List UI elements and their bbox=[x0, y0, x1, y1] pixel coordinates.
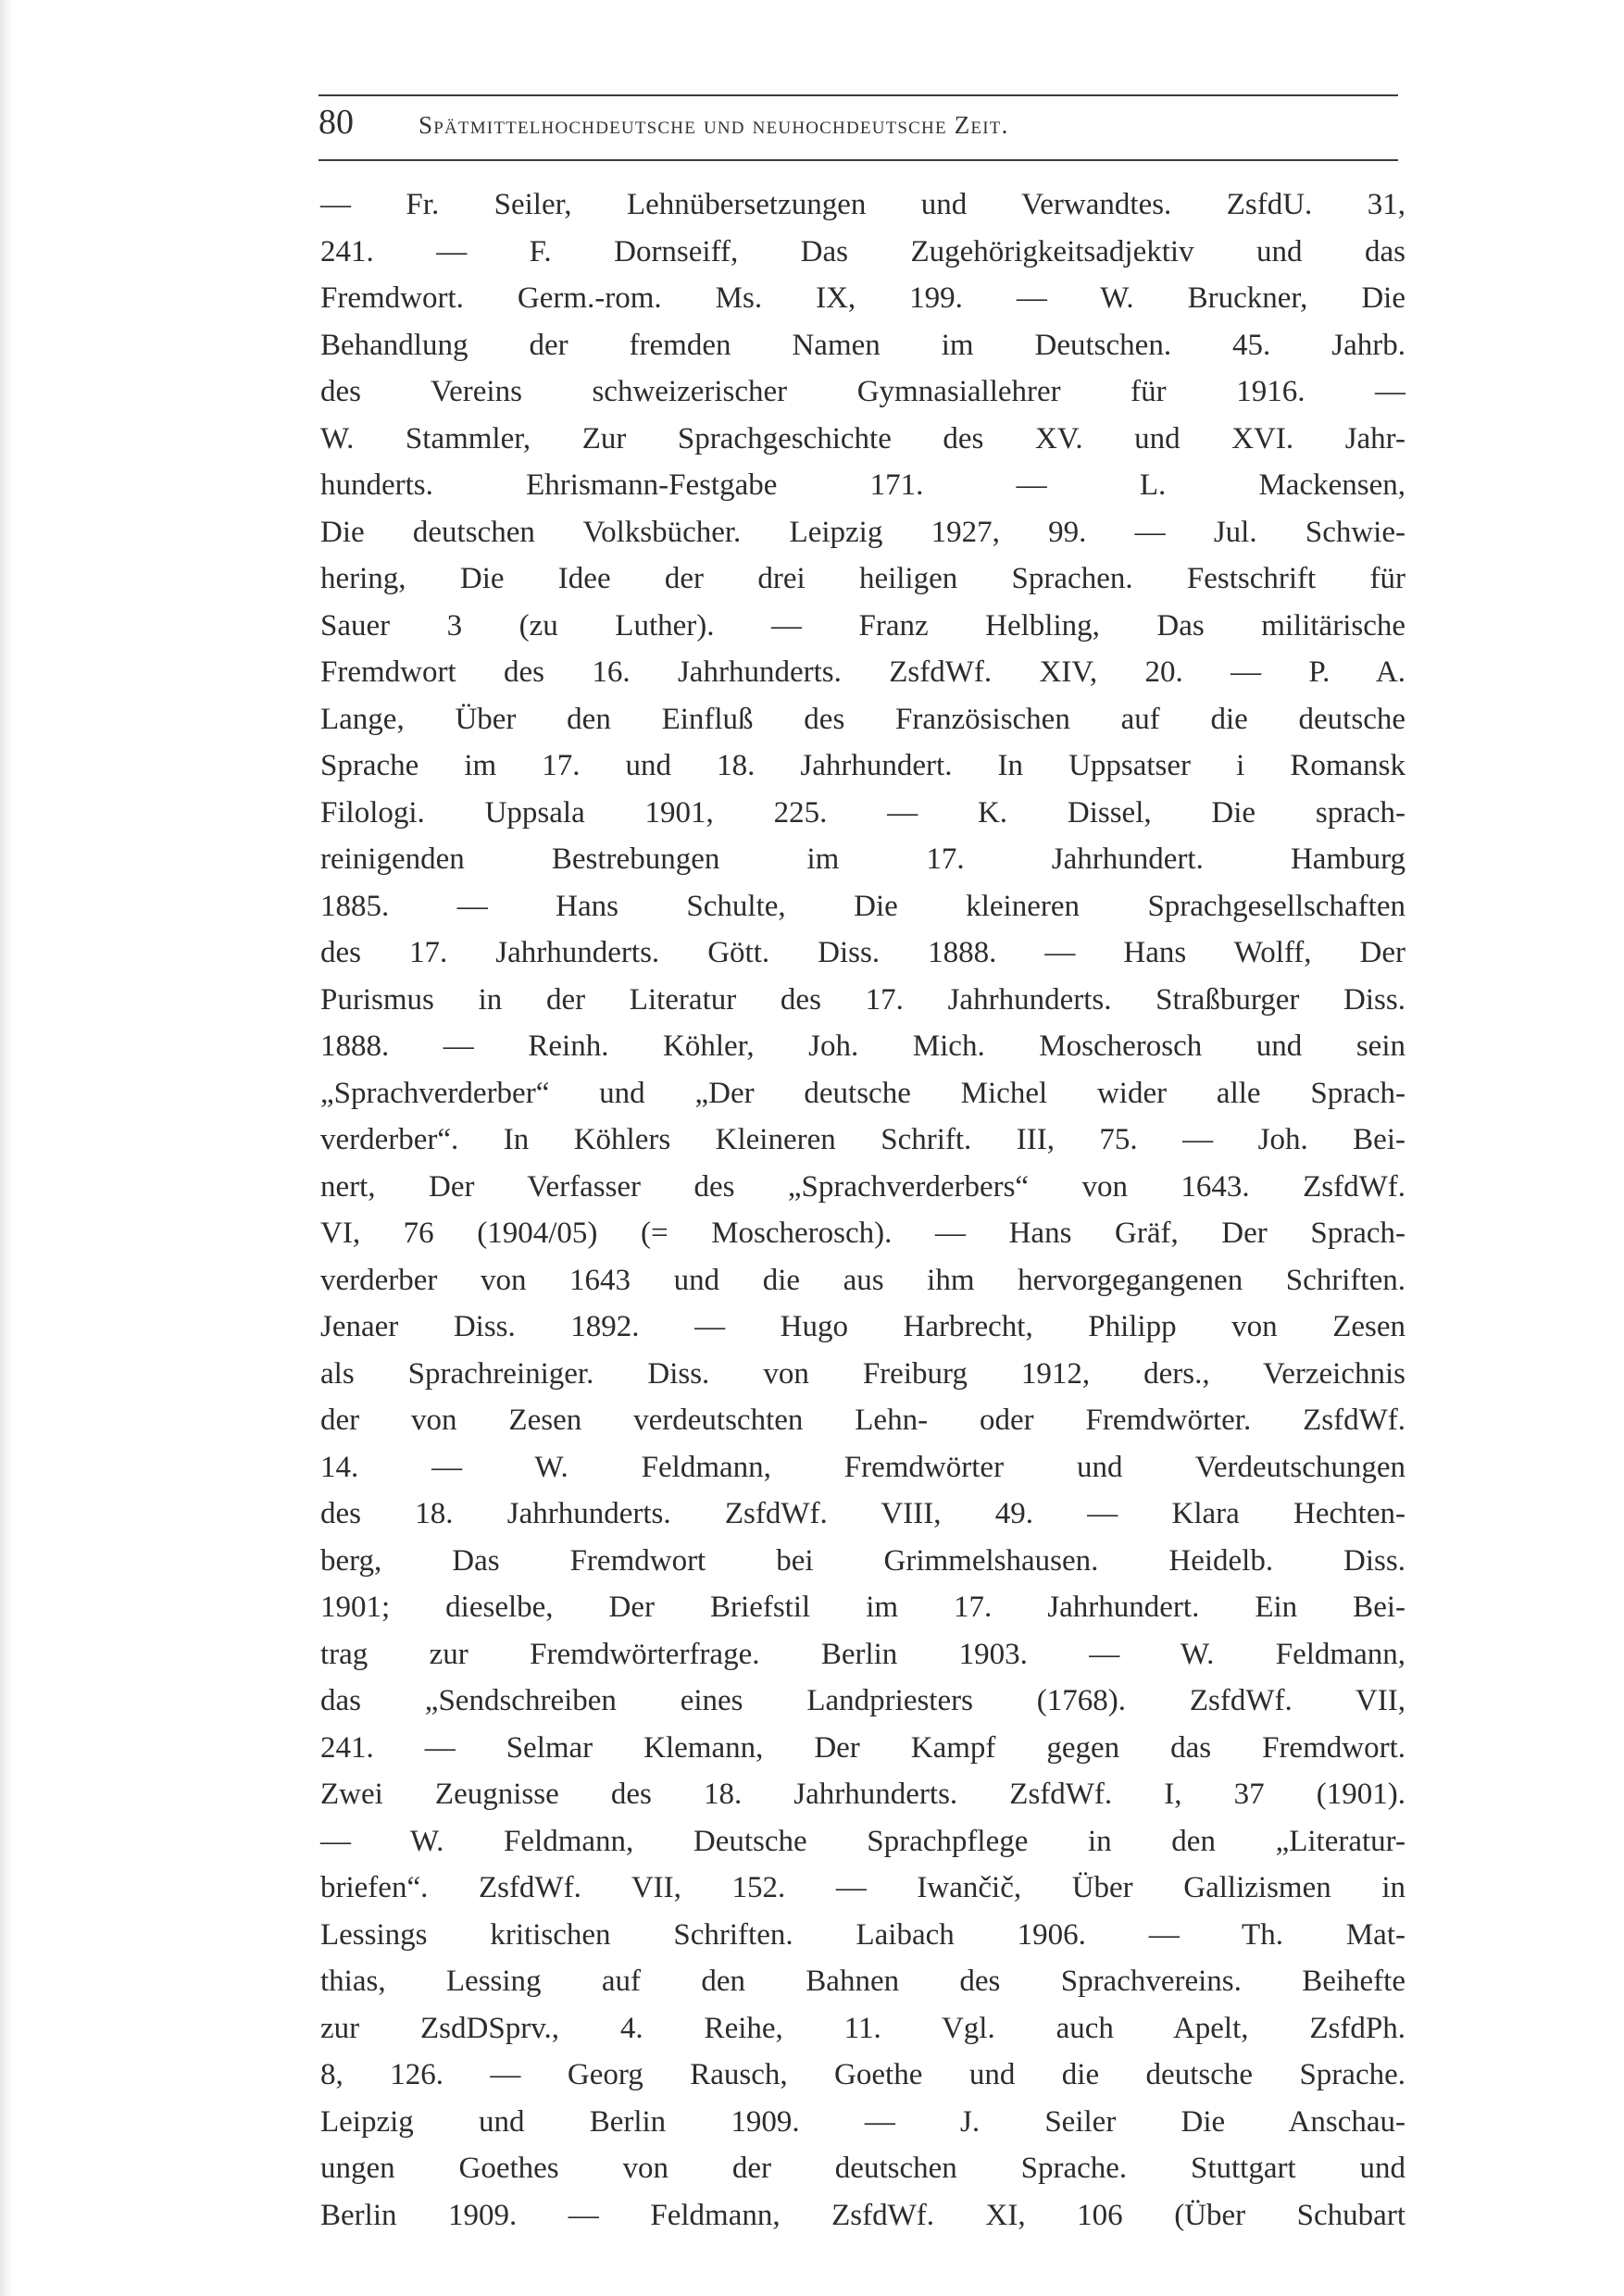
text-line: verderber von 1643 und die aus ihm hervorgegangenen Schriften. bbox=[320, 1263, 1405, 1297]
text-line: Fremdwort. Germ.-rom. Ms. IX, 199. — W. Bruckner, Die bbox=[320, 281, 1405, 315]
text-line: hunderts. Ehrismann-Festgabe 171. — L. Mackensen, bbox=[320, 468, 1405, 502]
text-line: briefen“. ZsfdWf. VII, 152. — Iwančič, Über Gallizismen in bbox=[320, 1871, 1405, 1904]
text-line: nert, Der Verfasser des „Sprachverderbers“ von 1643. ZsfdWf. bbox=[320, 1169, 1405, 1204]
text-line: Sauer 3 (zu Luther). — Franz Helbling, Das militärische bbox=[320, 608, 1405, 643]
text-line: VI, 76 (1904/05) (= Moscherosch). — Hans Gräf, Der Sprach- bbox=[320, 1217, 1405, 1250]
text-line: Filologi. Uppsala 1901, 225. — K. Dissel, Die sprach- bbox=[320, 795, 1405, 830]
text-line: 1885. — Hans Schulte, Die kleineren Sprachgesellschaften bbox=[320, 889, 1405, 923]
text-line: des 17. Jahrhunderts. Gött. Diss. 1888. — Hans Wolff, Der bbox=[320, 936, 1405, 969]
text-line: der von Zesen verdeutschten Lehn- oder Fremdwörter. ZsfdWf. bbox=[320, 1404, 1405, 1437]
header-rule-top bbox=[319, 94, 1398, 96]
header-rule-bottom bbox=[319, 159, 1398, 161]
text-line: Lessings kritischen Schriften. Laibach 1906. — Th. Mat- bbox=[320, 1917, 1405, 1952]
text-line: 241. — Selmar Klemann, Der Kampf gegen das Fremdwort. bbox=[320, 1730, 1405, 1765]
text-line: Jenaer Diss. 1892. — Hugo Harbrecht, Philipp von Zesen bbox=[320, 1310, 1405, 1343]
running-header bbox=[319, 100, 1398, 156]
text-line: zur ZsdDSprv., 4. Reihe, 11. Vgl. auch Apelt, ZsfdPh. bbox=[320, 2011, 1405, 2045]
text-line: hering, Die Idee der drei heiligen Sprachen. Festschrift für bbox=[320, 562, 1405, 595]
text-line: — W. Feldmann, Deutsche Sprachpflege in den „Literatur- bbox=[320, 1824, 1405, 1858]
text-line: thias, Lessing auf den Bahnen des Sprachvereins. Beihefte bbox=[320, 1965, 1405, 1998]
page-edge-shadow bbox=[0, 0, 13, 2296]
text-line: des 18. Jahrhunderts. ZsfdWf. VIII, 49. — Klara Hechten- bbox=[320, 1497, 1405, 1530]
text-line: das „Sendschreiben eines Landpriesters (1768). ZsfdWf. VII, bbox=[320, 1684, 1405, 1717]
text-line: trag zur Fremdwörterfrage. Berlin 1903. — W. Feldmann, bbox=[320, 1637, 1405, 1671]
text-line: 1888. — Reinh. Köhler, Joh. Mich. Moscherosch und sein bbox=[320, 1029, 1405, 1063]
text-line: ungen Goethes von der deutschen Sprache. Stuttgart und bbox=[320, 2152, 1405, 2185]
text-line: reinigenden Bestrebungen im 17. Jahrhundert. Hamburg bbox=[320, 842, 1405, 876]
text-line: des Vereins schweizerischer Gymnasiallehrer für 1916. — bbox=[320, 375, 1405, 408]
text-line: als Sprachreiniger. Diss. von Freiburg 1912, ders., Verzeichnis bbox=[320, 1356, 1405, 1391]
text-line: W. Stammler, Zur Sprachgeschichte des XV. und XVI. Jahr- bbox=[320, 421, 1405, 455]
text-line: Sprache im 17. und 18. Jahrhundert. In Uppsatser i Romansk bbox=[320, 749, 1405, 782]
text-line: Die deutschen Volksbücher. Leipzig 1927, 99. — Jul. Schwie- bbox=[320, 515, 1405, 549]
text-line: 8, 126. — Georg Rausch, Goethe und die deutsche Sprache. bbox=[320, 2058, 1405, 2091]
running-title: Spätmittelhochdeutsche und neuhochdeutsche Zeit. bbox=[418, 111, 1009, 139]
text-line: verderber“. In Köhlers Kleineren Schrift. III, 75. — Joh. Bei- bbox=[320, 1123, 1405, 1156]
page-number: 80 bbox=[319, 103, 354, 142]
text-line: Behandlung der fremden Namen im Deutschen. 45. Jahrb. bbox=[320, 328, 1405, 362]
text-line: 241. — F. Dornseiff, Das Zugehörigkeitsadjektiv und das bbox=[320, 234, 1405, 268]
text-line: 14. — W. Feldmann, Fremdwörter und Verdeutschungen bbox=[320, 1450, 1405, 1484]
text-line: berg, Das Fremdwort bei Grimmelshausen. Heidelb. Diss. bbox=[320, 1543, 1405, 1578]
text-line: Lange, Über den Einfluß des Französischen auf die deutsche bbox=[320, 702, 1405, 736]
text-line: Zwei Zeugnisse des 18. Jahrhunderts. ZsfdWf. I, 37 (1901). bbox=[320, 1778, 1405, 1811]
text-line: Purismus in der Literatur des 17. Jahrhunderts. Straßburger Diss. bbox=[320, 982, 1405, 1017]
text-line: — Fr. Seiler, Lehnübersetzungen und Verwandtes. ZsfdU. 31, bbox=[320, 188, 1405, 221]
text-line: 1901; dieselbe, Der Briefstil im 17. Jahrhundert. Ein Bei- bbox=[320, 1591, 1405, 1624]
text-line: Berlin 1909. — Feldmann, ZsfdWf. XI, 106 (Über Schubart bbox=[320, 2198, 1405, 2232]
text-line: Leipzig und Berlin 1909. — J. Seiler Die Anschau- bbox=[320, 2104, 1405, 2139]
bibliography-text bbox=[320, 181, 1405, 2239]
text-line: Fremdwort des 16. Jahrhunderts. ZsfdWf. XIV, 20. — P. A. bbox=[320, 655, 1405, 689]
text-line: „Sprachverderber“ und „Der deutsche Michel wider alle Sprach- bbox=[320, 1076, 1405, 1110]
